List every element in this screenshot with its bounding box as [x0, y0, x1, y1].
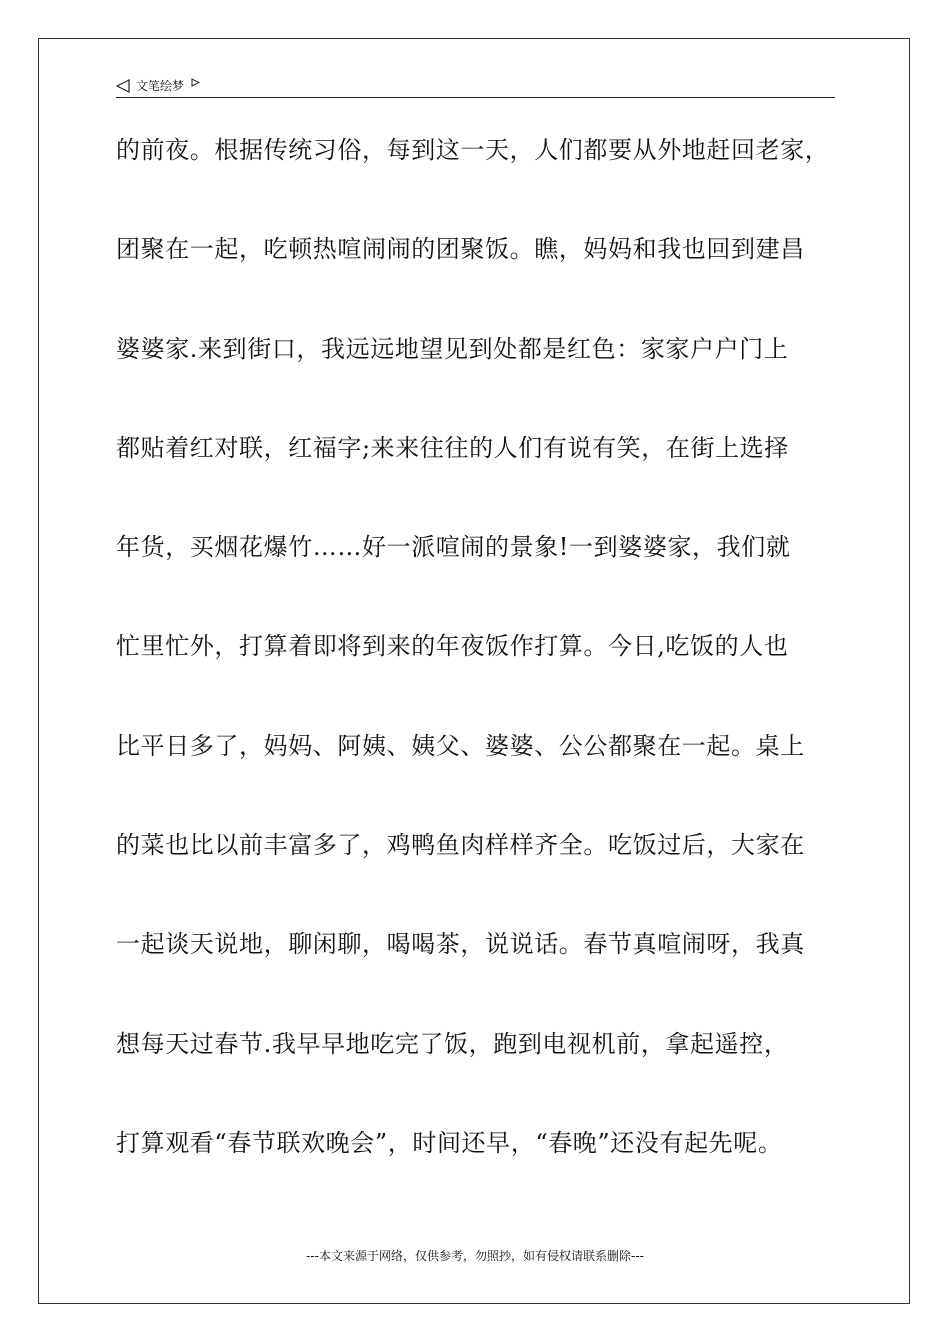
- text-line: 婆婆家.来到街口，我远远地望见到处都是红色：家家户户门上: [116, 334, 789, 363]
- article-body: [116, 128, 846, 1220]
- text-line: 的前夜。根据传统习俗，每到这一天，人们都要从外地赶回老家，: [116, 136, 830, 164]
- text-line: 忙里忙外，打算着即将到来的年夜饭作打算。今日,吃饭的人也: [116, 632, 789, 661]
- text-line: 想每天过春节.我早早地吃完了饭，跑到电视机前，拿起遥控，: [116, 1029, 789, 1058]
- text-line: 团聚在一起，吃顿热喧闹闹的团聚饭。瞧，妈妈和我也回到建昌: [116, 235, 805, 264]
- text-line: 打算观看“春节联欢晚会”，时间还早，“春晚”还没有起先呢。: [116, 1128, 783, 1157]
- triangle-left-icon: [116, 79, 130, 93]
- triangle-right-icon: [191, 78, 200, 87]
- text-line: 年货，买烟花爆竹……好一派喧闹的景象!一到婆婆家，我们就: [116, 533, 791, 562]
- header-title: 文笔绘梦: [136, 79, 185, 93]
- text-line: 一起谈天说地，聊闲聊，喝喝茶，说说话。春节真喧闹呀，我真: [116, 930, 805, 959]
- text-line: 都贴着红对联，红福字;来来往往的人们有说有笑，在街上选择: [116, 433, 789, 462]
- text-line: 的菜也比以前丰富多了，鸡鸭鱼肉样样齐全。吃饭过后，大家在: [116, 831, 805, 860]
- page-header: [116, 74, 835, 98]
- footer-disclaimer: ---本文来源于网络，仅供参考，勿照抄，如有侵权请联系删除---: [306, 1249, 644, 1263]
- text-line: 比平日多了，妈妈、阿姨、姨父、婆婆、公公都聚在一起。桌上: [116, 731, 805, 760]
